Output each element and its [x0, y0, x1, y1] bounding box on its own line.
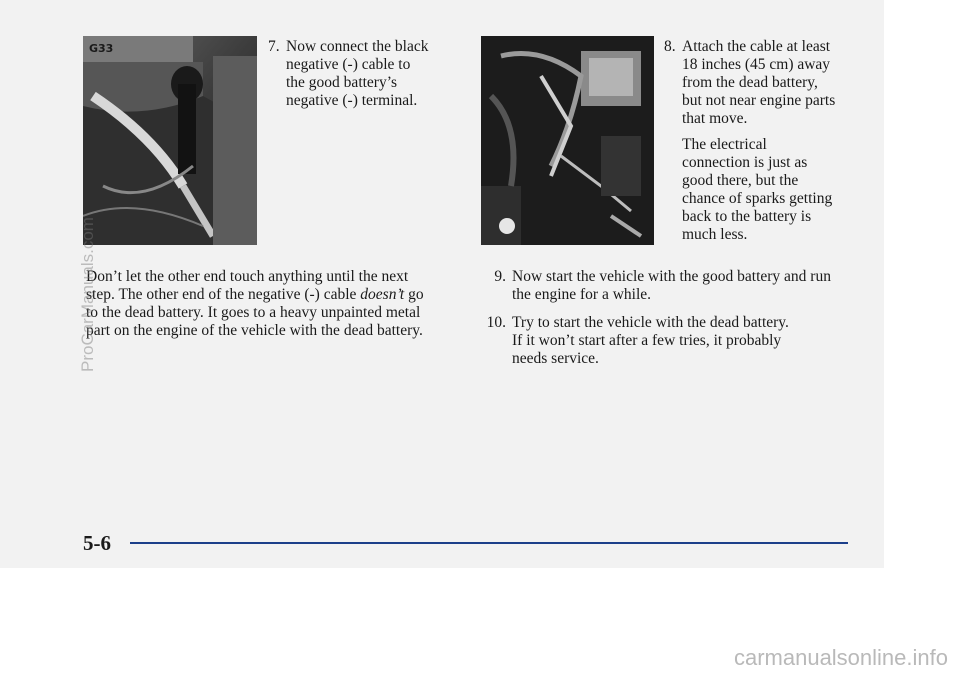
step-line: from the dead battery,	[682, 74, 818, 91]
svg-text:G33: G33	[89, 42, 114, 55]
step-line: Attach the cable at least	[682, 38, 831, 55]
paragraph-line: Don’t let the other end touch anything until the next	[86, 268, 409, 285]
step-note-line: chance of sparks getting	[682, 190, 833, 207]
footer-watermark[interactable]: carmanualsonline.info	[733, 645, 948, 670]
photo-attach-cable-engine	[481, 36, 654, 245]
step-note-line: back to the battery is	[682, 208, 812, 225]
step-line: Try to start the vehicle with the dead battery.	[512, 314, 789, 331]
step-line: Now connect the black	[286, 38, 429, 55]
step-10	[480, 314, 860, 368]
step-line: needs service.	[512, 350, 599, 367]
emphasis-text: doesn’t	[360, 286, 405, 303]
photo-connect-negative-cable	[83, 36, 257, 245]
paragraph-line: to the dead battery. It goes to a heavy unpainted metal	[86, 304, 421, 321]
page-number: 5-6	[83, 531, 111, 555]
engine-cable-image	[481, 36, 654, 245]
step-note-line: The electrical	[682, 136, 767, 153]
step-line: 18 inches (45 cm) away	[682, 56, 831, 73]
warning-paragraph	[86, 268, 466, 340]
step-line: the good battery’s	[286, 74, 398, 91]
step-line: that move.	[682, 110, 748, 127]
side-watermark: ProCarManuals.com	[78, 217, 97, 372]
step-line: Now start the vehicle with the good battery and run	[512, 268, 831, 285]
step-note-line: good there, but the	[682, 172, 799, 189]
step-line: the engine for a while.	[512, 286, 652, 303]
step-line: If it won’t start after a few tries, it probably	[512, 332, 782, 349]
step-note-line: much less.	[682, 226, 748, 243]
step-line: negative (-) cable to	[286, 56, 411, 73]
step-line: negative (-) terminal.	[286, 92, 418, 109]
step-8	[664, 38, 864, 244]
paragraph-line: part on the engine of the vehicle with the dead battery.	[86, 322, 423, 339]
step-number: 7.	[268, 38, 280, 55]
step-number: 10.	[486, 314, 506, 331]
step-7	[268, 38, 458, 110]
step-line: but not near engine parts	[682, 92, 836, 109]
footer-rule	[130, 542, 848, 544]
step-9	[480, 268, 860, 304]
paragraph-line: step. The other end of the negative (-) cable doesn’t go	[86, 286, 424, 303]
battery-clamp-image	[83, 36, 257, 245]
step-number: 9.	[494, 268, 506, 285]
step-number: 8.	[664, 38, 676, 55]
step-note-line: connection is just as	[682, 154, 808, 171]
